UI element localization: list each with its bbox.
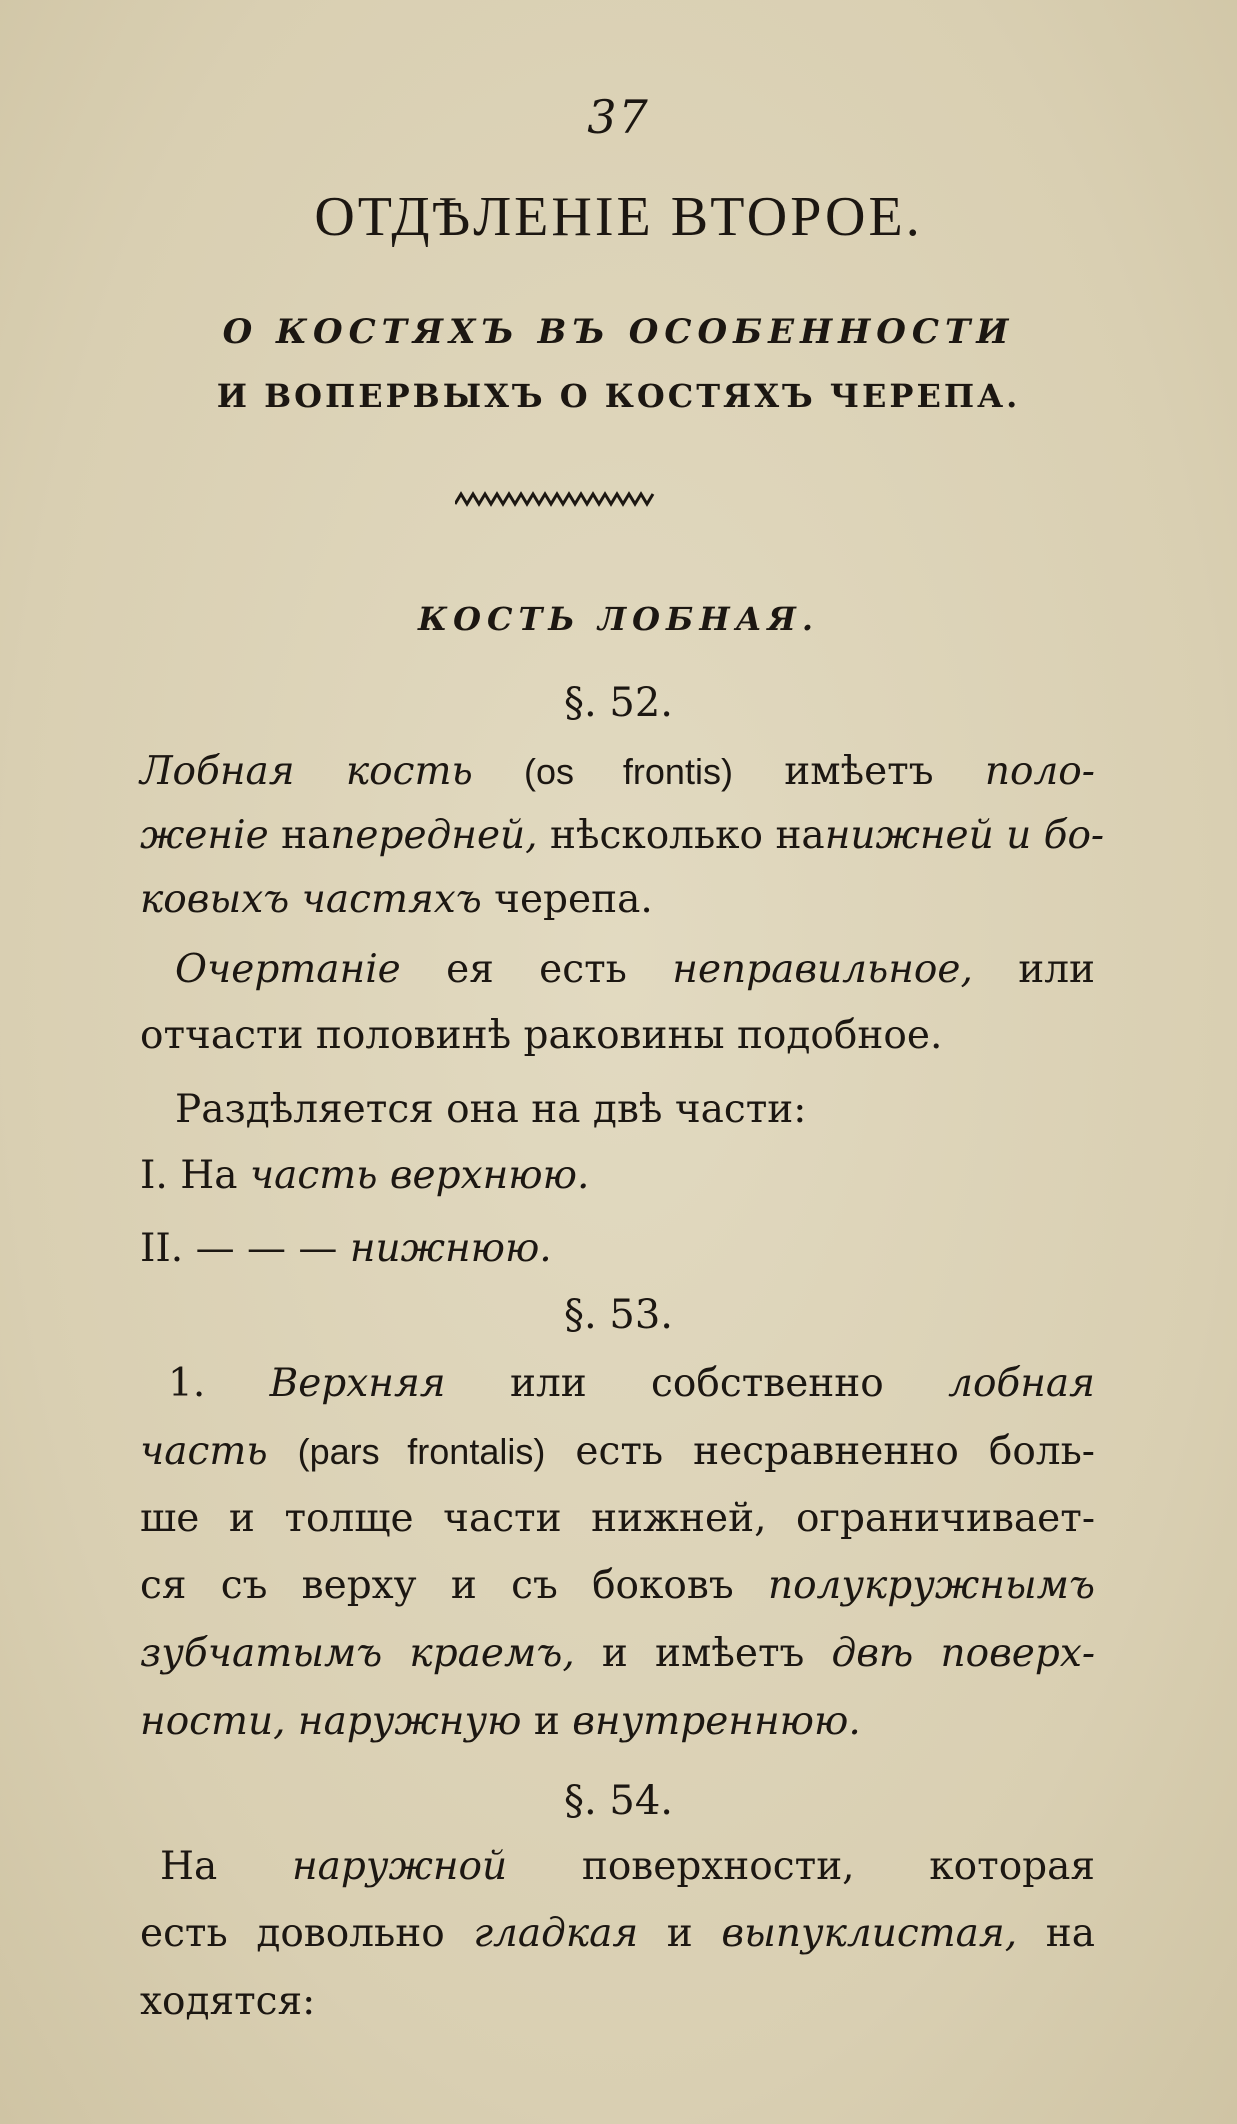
text-span: ше и толще части нижней, ограничивает- (140, 1496, 1095, 1541)
text-span: ности, наружную (140, 1699, 522, 1744)
text-span: наружной (291, 1844, 508, 1889)
text-span: нѣсколько на (549, 813, 825, 858)
text-span: гладкая (473, 1911, 639, 1956)
text-span: поверхности, которая (581, 1844, 1096, 1889)
text-line (140, 1495, 1095, 1543)
text-span: ходятся: (140, 1979, 316, 2024)
text-span: Очертаніе (175, 947, 401, 992)
text-span: на (281, 813, 331, 858)
text-span: отчасти половинѣ раковины подобное. (140, 1013, 943, 1058)
text-span: двѣ поверх- (831, 1631, 1095, 1676)
paragraph-mark-52: §. 52. (563, 680, 674, 726)
text-line (140, 1562, 1095, 1610)
text-line (140, 1152, 1095, 1200)
text-line (140, 1630, 1095, 1678)
chapter-title: ОТДѢЛЕНІЕ ВТОРОЕ. (314, 186, 923, 248)
ornament-divider (455, 488, 655, 510)
text-span: (pars frontalis) (297, 1431, 546, 1472)
text-span: часть (140, 1429, 268, 1474)
text-span: черепа. (494, 877, 653, 922)
text-span: женіе (140, 813, 269, 858)
text-span: имѣетъ (784, 749, 934, 794)
text-span: II. — — — (140, 1226, 338, 1271)
text-span: Раздѣляется она на двѣ части: (175, 1087, 807, 1132)
text-span: (os frontis) (524, 751, 733, 792)
text-span: или собственно (509, 1361, 884, 1406)
text-span: 1. (168, 1361, 206, 1406)
text-span: ся съ верху и съ боковъ (140, 1563, 734, 1608)
section-heading: КОСТЬ ЛОБНАЯ. (418, 600, 819, 638)
text-span: нижней (824, 813, 994, 858)
text-span: На (160, 1844, 218, 1889)
text-span: есть несравненно боль- (575, 1429, 1095, 1474)
text-line (140, 812, 1105, 860)
text-span: часть верхнюю. (249, 1153, 590, 1198)
text-span: внутреннюю. (572, 1699, 861, 1744)
text-span: и (533, 1699, 560, 1744)
text-span: лобная (948, 1361, 1096, 1406)
text-line (160, 1843, 1095, 1891)
text-span: есть довольно (140, 1911, 445, 1956)
text-span: I. На (140, 1153, 238, 1198)
text-span: на (1045, 1911, 1095, 1956)
text-span: зубчатымъ краемъ, (140, 1631, 575, 1676)
text-span: или (1018, 947, 1096, 992)
text-span: выпуклистая, (721, 1911, 1018, 1956)
text-line (175, 1086, 1130, 1134)
text-span: полукружнымъ (767, 1563, 1095, 1608)
text-line (140, 876, 1095, 924)
text-line (175, 946, 1095, 994)
text-span: поло- (984, 749, 1095, 794)
text-line (140, 1698, 1095, 1746)
text-span: и имѣетъ (601, 1631, 805, 1676)
paragraph-mark-53: §. 53. (563, 1292, 674, 1338)
text-span: ея есть (446, 947, 627, 992)
text-line (140, 1978, 1095, 2026)
text-span: и (666, 1911, 693, 1956)
text-span: нижнюю. (349, 1226, 552, 1271)
text-line (140, 748, 1095, 796)
paragraph-mark-54: §. 54. (563, 1778, 674, 1824)
text-line (168, 1360, 1095, 1408)
text-line (140, 1428, 1095, 1476)
chapter-subtitle-line-2: И ВОПЕРВЫХЪ О КОСТЯХЪ ЧЕРЕПА. (216, 377, 1021, 415)
text-span: и бо- (1006, 813, 1105, 858)
text-span: Верхняя (269, 1361, 446, 1406)
text-line (140, 1910, 1095, 1958)
chapter-subtitle-line-1: О КОСТЯХЪ ВЪ ОСОБЕННОСТИ (222, 312, 1015, 352)
text-span: передней, (330, 813, 538, 858)
page-number: 37 (587, 90, 650, 144)
text-span: неправильное, (672, 947, 973, 992)
text-span: ковыхъ частяхъ (140, 877, 482, 922)
text-span: Лобная кость (140, 749, 473, 794)
text-line (140, 1225, 1095, 1273)
text-line (140, 1012, 1095, 1060)
